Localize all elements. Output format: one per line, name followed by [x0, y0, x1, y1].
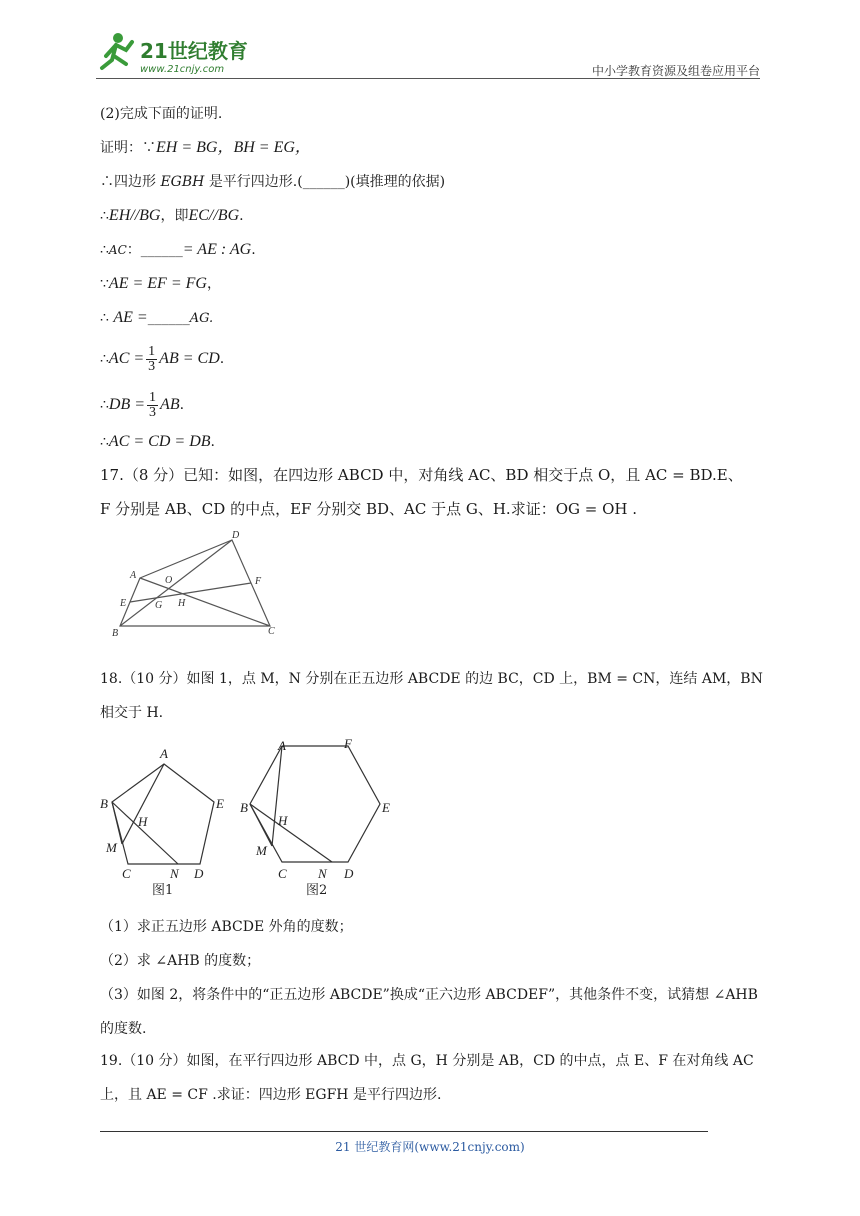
proof-line-3: ∴四边形 EGBH 是平行四边形.(______)(填推理的依据)	[100, 174, 446, 190]
runner-icon	[102, 33, 132, 68]
proof-line-10: ∴AC = CD = DB.	[100, 433, 215, 450]
page-header	[96, 28, 760, 80]
footer-site-link[interactable]: 21 世纪教育网(www.21cnjy.com)	[335, 1140, 525, 1154]
q17-quadrilateral-figure	[108, 524, 288, 638]
pentagon-label-D: D	[194, 866, 204, 881]
logo-url: www.21cnjy.com	[140, 64, 225, 75]
question-18-line-2: 相交于 H.	[100, 705, 164, 721]
point-label-G: G	[155, 600, 163, 611]
point-label-D: D	[232, 530, 240, 541]
q18-pentagon-figure	[96, 742, 246, 900]
proof-line-6: ∵AE = EF = FG，	[100, 275, 221, 292]
fraction-one-third: $\frac{1}{3}$	[148, 343, 156, 374]
question-18-sub-3: （3）如图 2，将条件中的“正五边形 ABCDE”换成“正六边形 ABCDEF”，其他条件不变，试猜想 ∠AHB	[100, 987, 758, 1003]
pentagon-label-E: E	[216, 796, 224, 811]
question-18-sub-1: （1）求正五边形 ABCDE 外角的度数；	[100, 919, 353, 935]
hexagon-label-D: D	[344, 866, 354, 881]
proof-line-2: 证明：∵EH = BG，BH = EG，	[100, 139, 311, 156]
hexagon-label-E: E	[382, 800, 390, 815]
hexagon-label-A: A	[278, 738, 286, 753]
hexagon-label-B: B	[240, 800, 248, 815]
fraction-one-third: $\frac{1}{3}$	[149, 389, 157, 420]
question-18-line-1: 18.（10 分）如图 1，点 M，N 分别在正五边形 ABCDE 的边 BC，CD 上，BM = CN，连结 AM，BN	[100, 671, 763, 687]
point-label-E: E	[120, 598, 127, 609]
hexagon-label-M: M	[256, 843, 267, 858]
proof-line-4: ∴EH//BG，即EC//BG.	[100, 207, 244, 224]
figure-2-caption: 图2	[306, 883, 328, 898]
point-label-H: H	[178, 598, 186, 609]
site-logo	[96, 28, 266, 80]
header-platform-text: 中小学教育资源及组卷应用平台	[591, 64, 760, 78]
pentagon-label-N: N	[170, 866, 179, 881]
point-label-A: A	[130, 570, 137, 581]
question-17-line-2: F 分别是 AB、CD 的中点，EF 分别交 BD、AC 于点 G、H.求证：OG = OH .	[100, 500, 637, 518]
hexagon-label-C: C	[278, 866, 287, 881]
point-label-F: F	[255, 576, 262, 587]
point-label-O: O	[165, 575, 173, 586]
question-17-line-1: 17.（8 分）已知：如图，在四边形 ABCD 中，对角线 AC、BD 相交于点 O，且 AC = BD.E、	[100, 466, 743, 484]
point-label-B: B	[112, 628, 119, 638]
question-19-line-2: 上，且 AE = CF .求证：四边形 EGFH 是平行四边形.	[100, 1087, 442, 1103]
q18-hexagon-figure	[236, 734, 404, 900]
header-divider	[96, 78, 760, 79]
pentagon-label-H: H	[138, 814, 148, 829]
point-label-C: C	[268, 626, 275, 637]
proof-line-8: ∴AC = $\frac{1}{3}$ AB = CD.	[100, 343, 225, 374]
pentagon-label-M: M	[106, 840, 117, 855]
hexagon-label-N: N	[318, 866, 327, 881]
question-18-sub-3-cont: 的度数.	[100, 1021, 147, 1037]
question-18-sub-2: （2）求 ∠AHB 的度数；	[100, 953, 261, 969]
figure-1-caption: 图1	[152, 883, 174, 898]
proof-line-9: ∴DB = $\frac{1}{3}$ AB.	[100, 389, 185, 420]
pentagon-label-A: A	[160, 746, 168, 761]
proof-line-5: ∴AC：______= AE : AG.	[100, 241, 256, 258]
proof-line-1: (2)完成下面的证明.	[100, 106, 223, 122]
question-19-line-1: 19.（10 分）如图，在平行四边形 ABCD 中，点 G，H 分别是 AB，CD 的中点，点 E、F 在对角线 AC	[100, 1053, 754, 1069]
footer-divider	[100, 1131, 708, 1132]
hexagon-label-H: H	[278, 813, 288, 828]
proof-line-7: ∴ AE =______AG.	[100, 309, 214, 326]
pentagon-label-C: C	[122, 866, 131, 881]
logo-text: 21世纪教育	[140, 39, 248, 63]
pentagon-label-B: B	[100, 796, 108, 811]
hexagon-label-F: F	[344, 736, 352, 751]
